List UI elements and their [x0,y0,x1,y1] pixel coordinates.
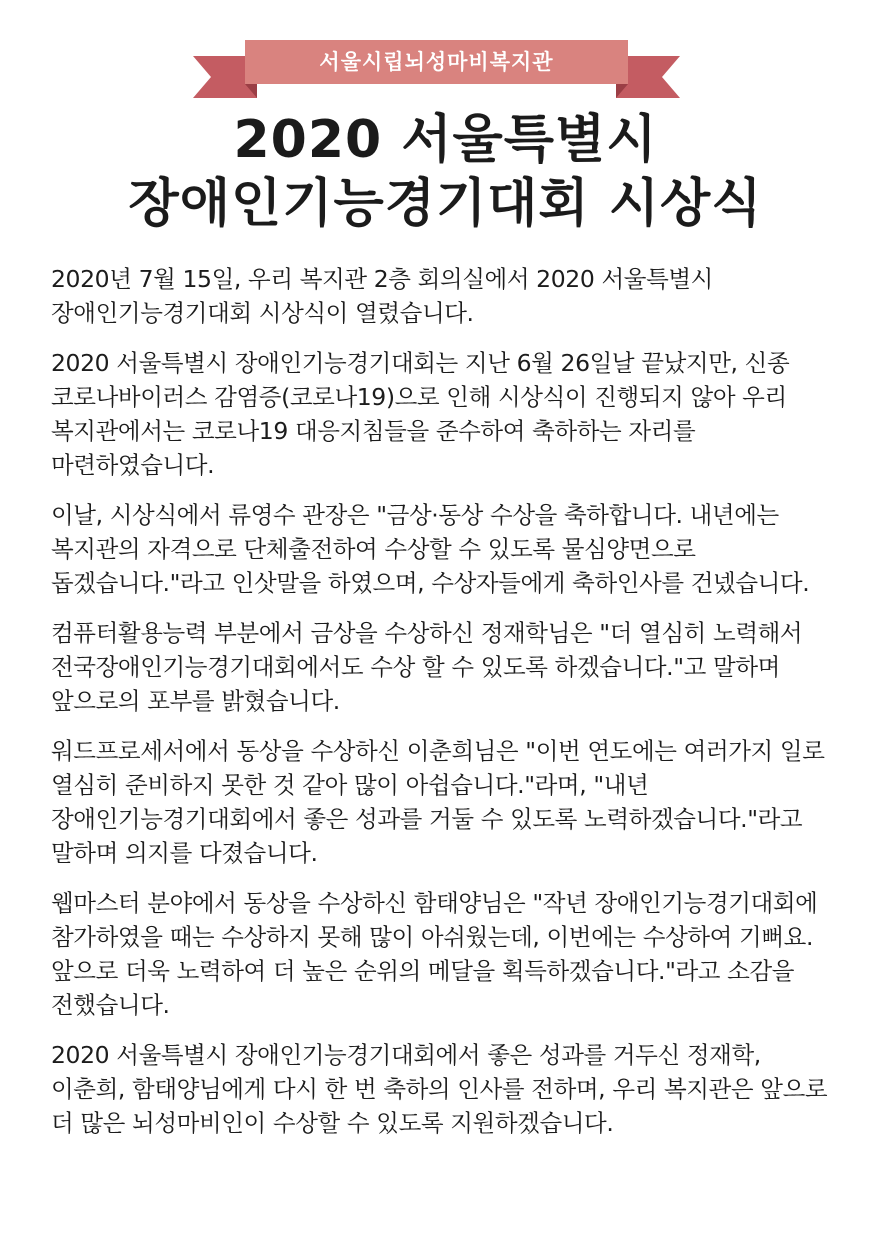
paragraph: 2020년 7월 15일, 우리 복지관 2층 회의실에서 2020 서울특별시 장애인기능경기대회 시상식이 열렸습니다. [51,265,713,327]
paragraph: 2020 서울특별시 장애인기능경기대회에서 좋은 성과를 거두신 정재학, 이춘희, 함태양님에게 다시 한 번 축하의 인사를 전하며, 우리 복지관은 앞으로 더 많은 뇌성마비인이 수상할 수 있도록 지원하겠습니다. [51,1041,828,1137]
paragraph: 웹마스터 분야에서 동상을 수상하신 함태양님은 "작년 장애인기능경기대회에 참가하였을 때는 수상하지 못해 많이 아쉬웠는데, 이번에는 수상하여 기뻐요. 앞으로 더욱 노력하여 더 높은 순위의 메달을 획득하겠습니다."라고 소감을 전했습니다. [51,889,818,1019]
title-line-2: 장애인기능경기대회 시상식 [128,174,763,234]
paragraph: 컴퓨터활용능력 부분에서 금상을 수상하신 정재학님은 "더 열심히 노력해서 전국장애인기능경기대회에서도 수상 할 수 있도록 하겠습니다."고 말하며 앞으로의 포부를 밝혔습니다. [51,619,803,715]
paragraph: 워드프로세서에서 동상을 수상하신 이춘희님은 "이번 연도에는 여러가지 일로 열심히 준비하지 못한 것 같아 많이 아쉽습니다."라며, "내년 장애인기능경기대회에서 좋은 성과를 거둘 수 있도록 노력하겠습니다."라고 말하며 의지를 다졌습니다. [51,737,825,867]
paragraph: 2020 서울특별시 장애인기능경기대회는 지난 6월 26일날 끝났지만, 신종 코로나바이러스 감염증(코로나19)으로 인해 시상식이 진행되지 않아 우리 복지관에서는 코로나19 대응지침들을 준수하여 축하하는 자리를 마련하였습니다. [51,349,790,479]
title-line-1: 2020 서울특별시 [233,110,658,170]
header-ribbon [193,40,680,98]
article-body [51,262,841,1156]
organization-name: 서울시립뇌성마비복지관 [319,50,554,74]
page-title [0,108,891,236]
paragraph: 이날, 시상식에서 류영수 관장은 "금상·동상 수상을 축하합니다. 내년에는 복지관의 자격으로 단체출전하여 수상할 수 있도록 물심양면으로 돕겠습니다."라고 인삿말을 하였으며, 수상자들에게 축하인사를 건넸습니다. [51,501,810,597]
